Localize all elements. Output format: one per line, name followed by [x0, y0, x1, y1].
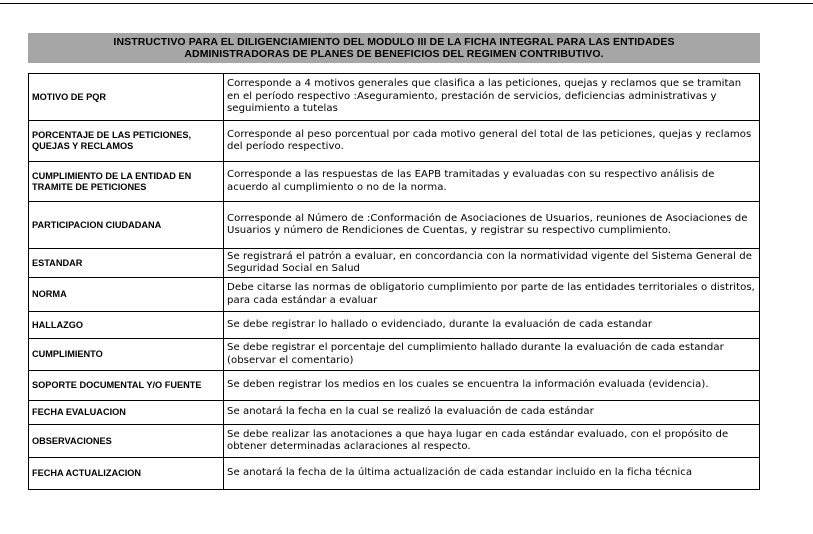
table-row [29, 458, 760, 490]
description-cell: Se deben registrar los medios en los cuales se encuentra la información evaluada (evidencia). [224, 371, 760, 401]
term-cell: MOTIVO DE PQR [29, 74, 224, 121]
table-row [29, 339, 760, 371]
document-title-banner [28, 33, 760, 63]
table-row [29, 121, 760, 162]
description-cell: Corresponde al peso porcentual por cada motivo general del total de las peticiones, quejas y reclamos del período respectivo. [224, 121, 760, 162]
table-row [29, 401, 760, 425]
description-cell: Se debe registrar lo hallado o evidenciado, durante la evaluación de cada estandar [224, 312, 760, 339]
description-cell: Corresponde al Número de :Conformación de Asociaciones de Usuarios, reuniones de Asociaciones de Usuarios y número de Rendiciones de Cuentas, y registrar su respectivo cumplimiento. [224, 202, 760, 249]
table-row [29, 162, 760, 202]
term-cell: ESTANDAR [29, 249, 224, 278]
term-cell: SOPORTE DOCUMENTAL Y/O FUENTE [29, 371, 224, 401]
term-cell: FECHA EVALUACION [29, 401, 224, 425]
title-line-2: ADMINISTRADORAS DE PLANES DE BENEFICIOS DEL REGIMEN CONTRIBUTIVO. [184, 48, 604, 60]
description-cell: Debe citarse las normas de obligatorio cumplimiento por parte de las entidades territoriales o distritos, para cada estándar a evaluar [224, 278, 760, 312]
description-cell: Corresponde a 4 motivos generales que clasifica a las peticiones, quejas y reclamos que se tramitan en el período respectivo :Aseguramiento, prestación de servicios, deficiencias administrativas y seguimiento a tutelas [224, 74, 760, 121]
term-cell: HALLAZGO [29, 312, 224, 339]
title-line-1: INSTRUCTIVO PARA EL DILIGENCIAMIENTO DEL MODULO III DE LA FICHA INTEGRAL PARA LAS ENTIDADES [113, 36, 675, 48]
description-cell: Corresponde a las respuestas de las EAPB tramitadas y evaluadas con su respectivo análisis de acuerdo al cumplimiento o no de la norma. [224, 162, 760, 202]
term-cell: PORCENTAJE DE LAS PETICIONES, QUEJAS Y RECLAMOS [29, 121, 224, 162]
term-cell: FECHA ACTUALIZACION [29, 458, 224, 490]
description-cell: Se anotará la fecha en la cual se realizó la evaluación de cada estándar [224, 401, 760, 425]
description-cell: Se registrará el patrón a evaluar, en concordancia con la normatividad vigente del Sistema General de Seguridad Social en Salud [224, 249, 760, 278]
description-cell: Se debe realizar las anotaciones a que haya lugar en cada estándar evaluado, con el propósito de obtener determinadas aclaraciones al respecto. [224, 425, 760, 458]
instructions-table [28, 73, 760, 490]
table-row [29, 312, 760, 339]
table-row [29, 425, 760, 458]
table-row [29, 74, 760, 121]
term-cell: NORMA [29, 278, 224, 312]
table-row [29, 249, 760, 278]
description-cell: Se anotará la fecha de la última actualización de cada estandar incluido en la ficha técnica [224, 458, 760, 490]
term-cell: PARTICIPACION CIUDADANA [29, 202, 224, 249]
description-cell: Se debe registrar el porcentaje del cumplimiento hallado durante la evaluación de cada estandar (observar el comentario) [224, 339, 760, 371]
table-row [29, 371, 760, 401]
top-rule [0, 3, 813, 4]
term-cell: OBSERVACIONES [29, 425, 224, 458]
table-row [29, 278, 760, 312]
table-row [29, 202, 760, 249]
term-cell: CUMPLIMIENTO DE LA ENTIDAD EN TRAMITE DE PETICIONES [29, 162, 224, 202]
term-cell: CUMPLIMIENTO [29, 339, 224, 371]
